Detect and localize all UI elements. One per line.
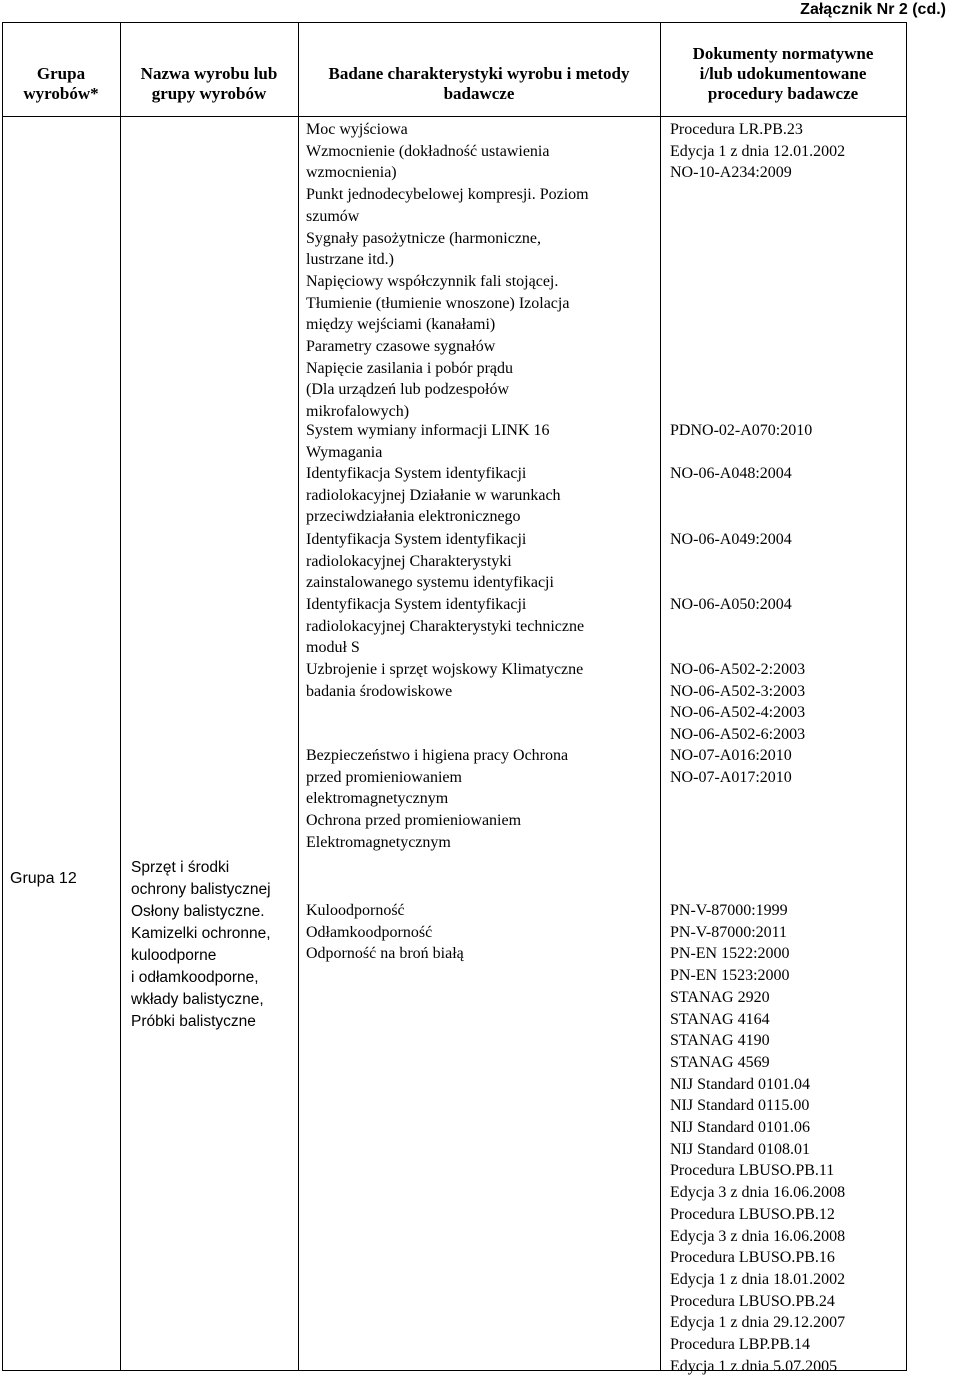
characteristics-cell: Kuloodporność Odłamkoodporność Odporność na broń białą — [306, 902, 464, 963]
documents-cell: PDNO-02-A070:2010 — [670, 422, 813, 439]
table-border-right — [906, 22, 907, 1371]
characteristics-cell: Uzbrojenie i sprzęt wojskowy Klimatyczne badania środowiskowe — [306, 661, 584, 700]
column-divider — [298, 22, 299, 1371]
column-divider — [120, 22, 121, 1371]
characteristics-cell: Identyfikacja System identyfikacji radiolokacyjnej Działanie w warunkach przeciwdziałania elektronicznego — [306, 465, 561, 526]
characteristics-cell: Identyfikacja System identyfikacji radiolokacyjnej Charakterystyki zainstalowanego systemu identyfikacji — [306, 531, 554, 592]
characteristics-cell: Bezpieczeństwo i higiena pracy Ochrona przed promieniowaniem elektromagnetycznym Ochrona przed promieniowaniem Elektromagnetycznym — [306, 747, 569, 851]
header-product-name-text: Nazwa wyrobu lub grupy wyrobów — [140, 64, 278, 103]
header-product-name — [120, 64, 298, 104]
table-border-left — [2, 22, 3, 1371]
documents-cell: NO-06-A502-2:2003 NO-06-A502-3:2003 NO-06-A502-4:2003 NO-06-A502-6:2003 — [670, 661, 806, 744]
header-characteristics — [298, 64, 660, 104]
documents-cell: PN-V-87000:1999 PN-V-87000:2011 PN-EN 1522:2000 PN-EN 1523:2000 STANAG 2920 STANAG 4164 STANAG 4190 STANAG 4569 NIJ Standard 0101.04 NIJ Standard 0115.00 NIJ Standard 0101.06 NIJ Standard 0108.01 Procedura LBUSO.PB.11 Edycja 3 z dnia 16.06.2008 Procedura LBUSO.PB.12 Edycja 3 z dnia 16.06.2008 Procedura LBUSO.PB.16 Edycja 1 z dnia 18.01.2002 Procedura LBUSO.PB.24 Edycja 1 z dnia 29.12.2007 Procedura LBP.PB.14 Edycja 1 z dnia 5.07.2005 — [670, 902, 846, 1375]
product-name: Sprzęt i środki ochrony balistycznej Osłony balistyczne. Kamizelki ochronne, kuloodporne i odłamkoodporne, wkłady balistyczne, Próbki balistyczne — [131, 859, 271, 1030]
documents-cell: Procedura LR.PB.23 Edycja 1 z dnia 12.01.2002 NO-10-A234:2009 — [670, 121, 846, 182]
documents-cell: NO-06-A049:2004 — [670, 531, 792, 548]
documents-cell: NO-06-A048:2004 — [670, 465, 792, 482]
header-characteristics-text: Badane charakterystyki wyrobu i metody badawcze — [328, 64, 630, 103]
header-documents — [660, 44, 906, 104]
header-group — [2, 64, 120, 104]
header-divider — [2, 116, 907, 117]
table-border-top — [2, 22, 907, 23]
attachment-label: Załącznik Nr 2 (cd.) — [800, 1, 946, 18]
characteristics-cell: Moc wyjściowa Wzmocnienie (dokładność ustawienia wzmocnienia) Punkt jednodecybelowej kompresji. Poziom szumów Sygnały pasożytnicze (harmoniczne, lustrzane itd.) Napięciowy współczynnik fali stojącej. Tłumienie (tłumienie wnoszone) Izolacja między wejściami (kanałami) Parametry czasowe sygnałów Napięcie zasilania i pobór prądu (Dla urządzeń lub podzespołów mikrofalowych) — [306, 121, 589, 421]
header-documents-text: Dokumenty normatywne i/lub udokumentowane procedury badawcze — [692, 44, 874, 103]
characteristics-cell: Identyfikacja System identyfikacji radiolokacyjnej Charakterystyki techniczne moduł S — [306, 596, 585, 657]
column-divider — [660, 22, 661, 1371]
group-label: Grupa 12 — [10, 870, 77, 887]
documents-cell: NO-06-A050:2004 — [670, 596, 792, 613]
header-group-text: Grupa wyrobów* — [23, 64, 99, 103]
documents-cell: NO-07-A016:2010 NO-07-A017:2010 — [670, 747, 792, 786]
characteristics-cell: System wymiany informacji LINK 16 Wymagania — [306, 422, 550, 461]
